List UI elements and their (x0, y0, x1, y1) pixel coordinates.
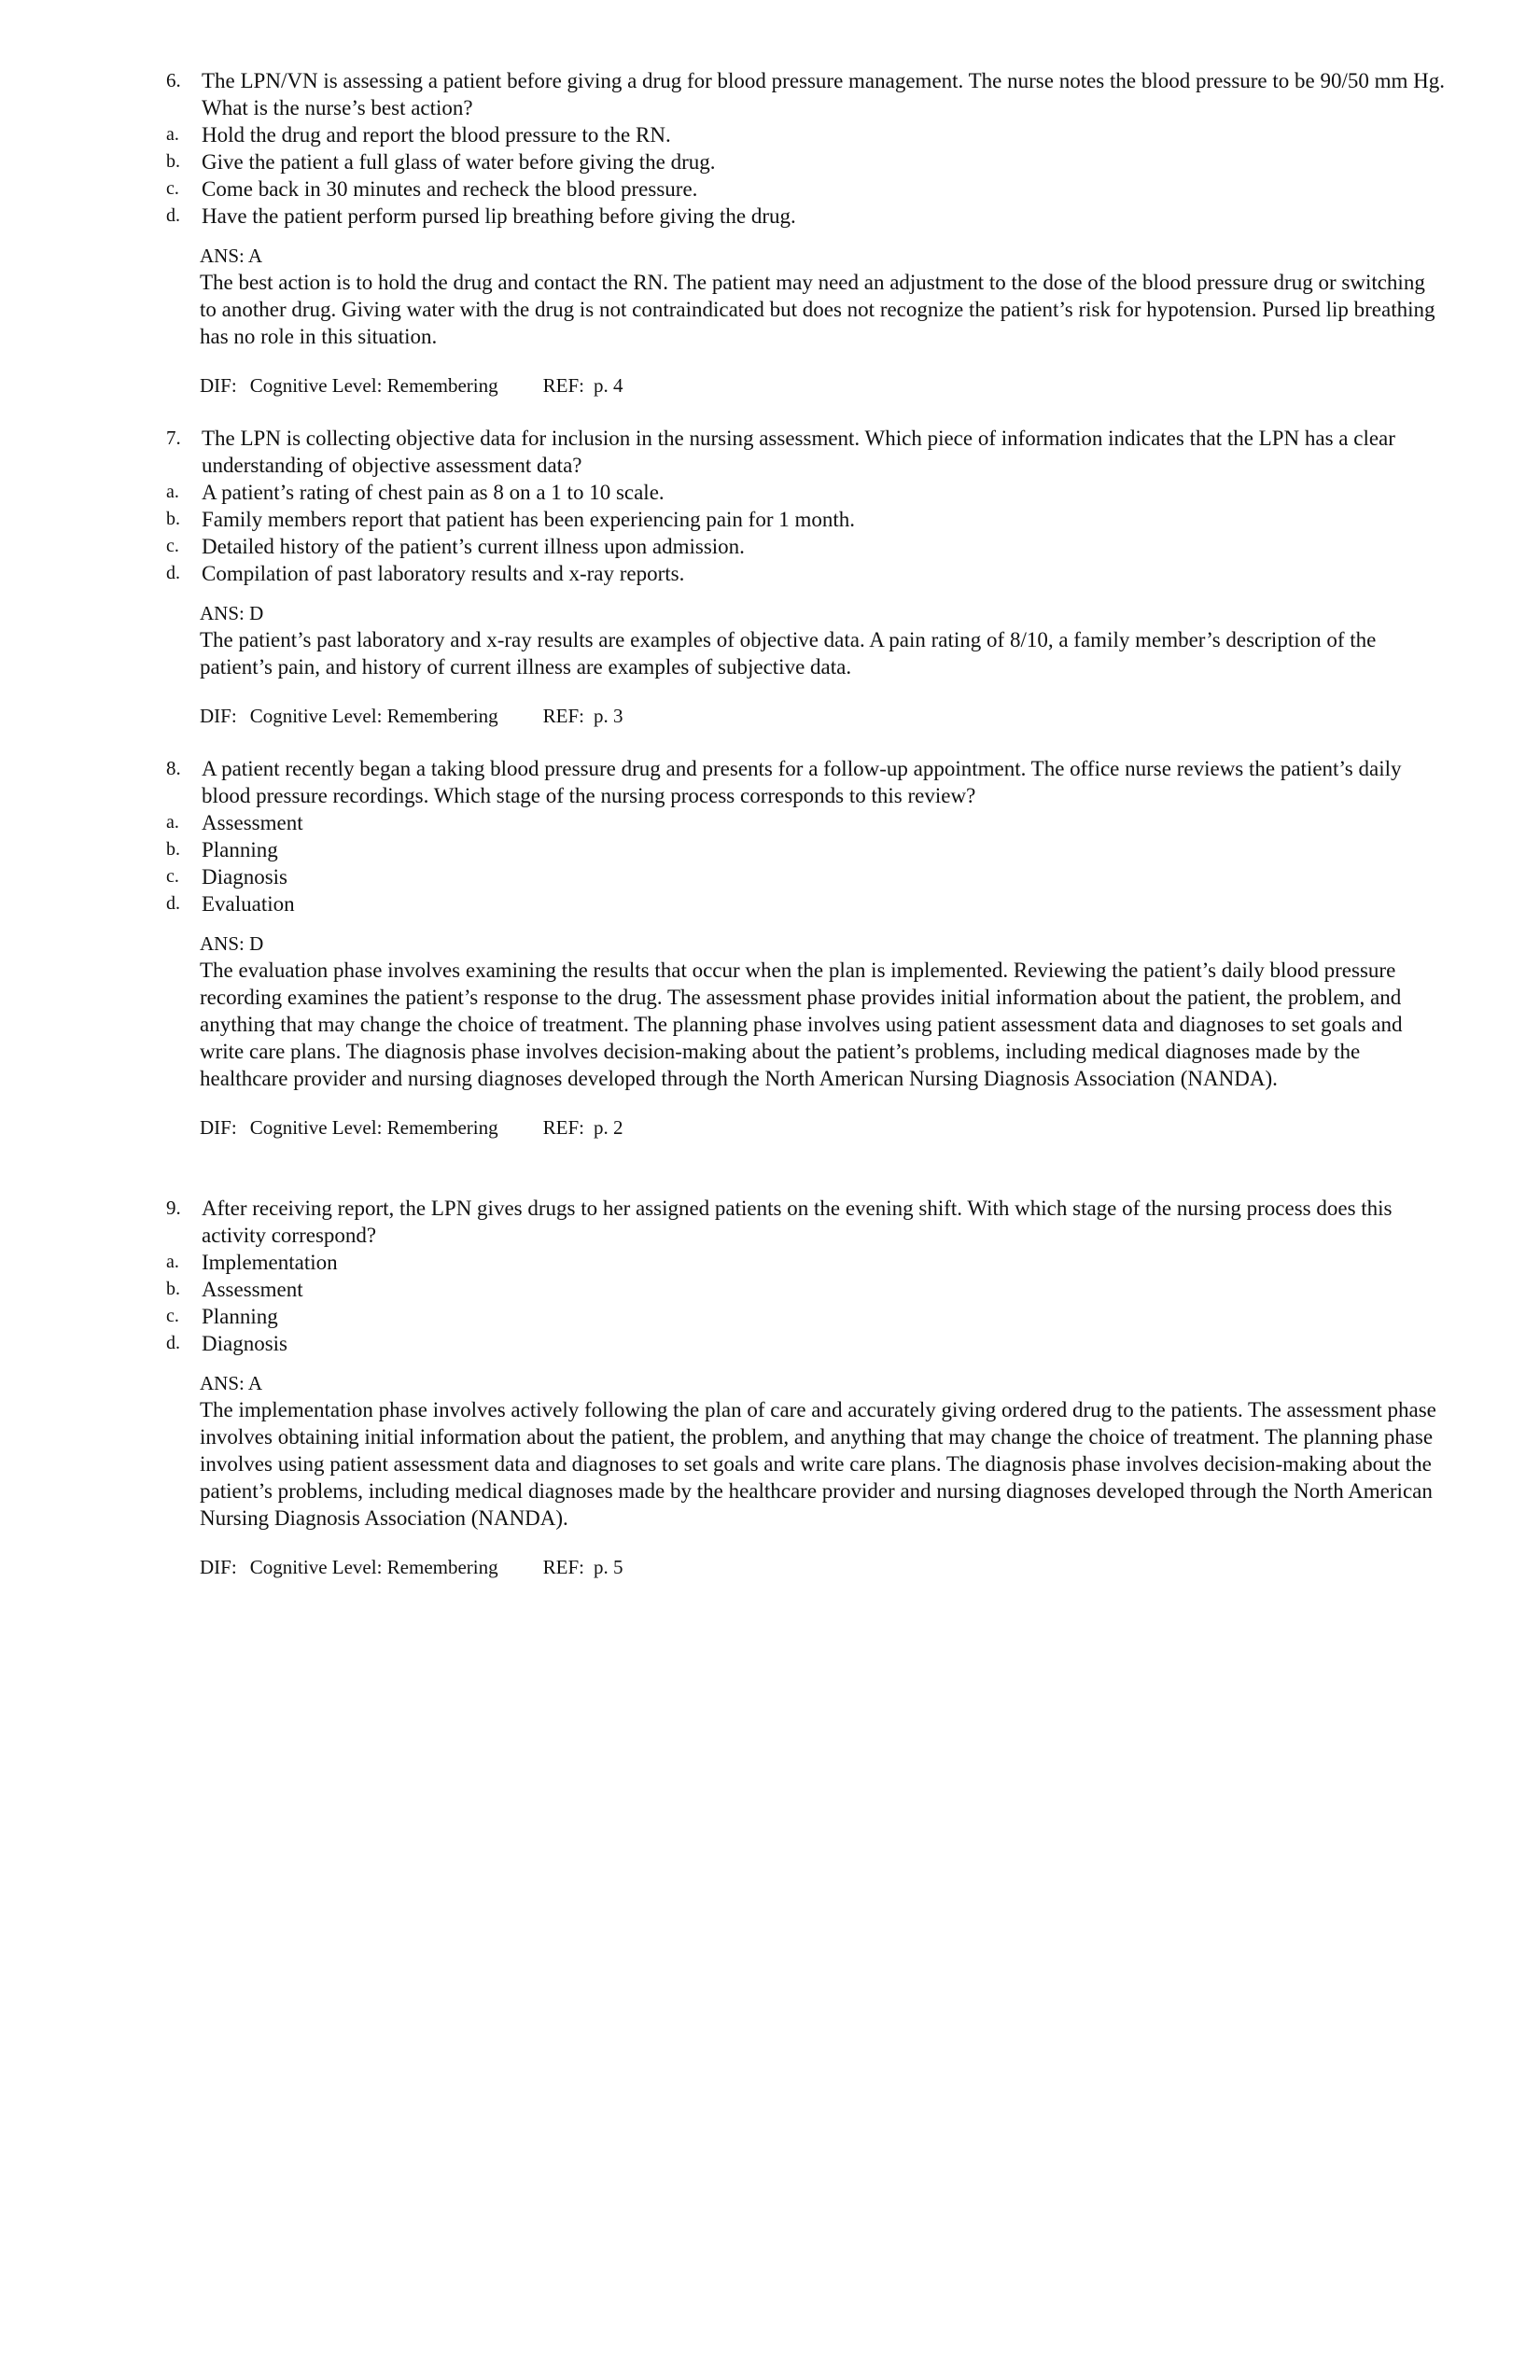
ref-value: p. 2 (593, 1116, 623, 1139)
dif-value: Cognitive Level: Remembering (249, 705, 498, 727)
option-text: Come back in 30 minutes and recheck the blood pressure. (202, 177, 698, 201)
option-text: Assessment (202, 811, 303, 834)
option-letter: d. (166, 563, 180, 583)
ref-value: p. 5 (593, 1556, 623, 1578)
option-text: Diagnosis (202, 1332, 287, 1355)
ref-value: p. 3 (593, 705, 623, 727)
option-text: Planning (202, 838, 278, 861)
option-letter: c. (166, 536, 179, 556)
rationale: The implementation phase involves actively following the plan of care and accurately giving ordered drug to the patients. The assessment phase involves obtaining initial information about the patient, the problem, and anything that may change the choice of treatment. The planning phase involves using patient assessment data and diagnoses to set goals and write care plans. The diagnosis phase involves decision-making about the patient’s problems, including medical diagnoses made by the healthcare provider and nursing diagnoses developed through the North American Nursing Diagnosis Association (NANDA). (200, 1398, 1436, 1530)
option-letter: b. (166, 1279, 180, 1299)
option-text: Family members report that patient has been experiencing pain for 1 month. (202, 508, 856, 531)
question-9 (166, 1195, 1445, 1580)
dif-value: Cognitive Level: Remembering (249, 1116, 498, 1139)
question-stem (166, 425, 1445, 479)
option-text: A patient’s rating of chest pain as 8 on a 1 to 10 scale. (202, 481, 665, 504)
option-letter: a. (166, 482, 179, 502)
option-b (136, 148, 1445, 175)
rationale: The evaluation phase involves examining the results that occur when the plan is implemented. Reviewing the patient’s daily blood pressure recording examines the patient’s response to the drug. The assessment phase provides initial information about the patient, the problem, and anything that may change the choice of treatment. The planning phase involves using patient assessment data and diagnoses to set goals and write care plans. The diagnosis phase involves decision-making about the patient’s problems, including medical diagnoses made by the healthcare provider and nursing diagnoses developed through the North American Nursing Diagnosis Association (NANDA). (200, 959, 1403, 1090)
question-text: The LPN/VN is assessing a patient before giving a drug for blood pressure management. The nurse notes the blood pressure to be 90/50 mm Hg. What is the nurse’s best action? (202, 69, 1446, 119)
option-letter: a. (166, 1252, 179, 1272)
ref-label: REF: (542, 374, 584, 397)
option-letter: b. (166, 839, 180, 860)
rationale: The patient’s past laboratory and x-ray results are examples of objective data. A pain rating of 8/10, a family member’s description of the patient’s pain, and history of current illness are examples of subjective data. (200, 628, 1377, 679)
question-meta (200, 703, 1445, 729)
option-d (136, 203, 1445, 230)
option-d (136, 560, 1445, 587)
option-b (136, 506, 1445, 533)
answer-options (166, 1249, 1445, 1357)
answer-key: ANS: D (200, 602, 264, 624)
option-letter: a. (166, 812, 179, 833)
option-text: Planning (202, 1305, 278, 1328)
dif-label: DIF: (200, 1116, 237, 1139)
dif-label: DIF: (200, 1556, 237, 1578)
question-7 (166, 425, 1445, 729)
ref-value: p. 4 (593, 374, 623, 397)
option-c (136, 1303, 1445, 1330)
option-a (136, 479, 1445, 506)
question-meta (200, 372, 1445, 399)
option-letter: d. (166, 205, 180, 226)
option-text: Diagnosis (202, 865, 287, 889)
option-text: Assessment (202, 1278, 303, 1301)
option-letter: b. (166, 151, 180, 172)
dif-value: Cognitive Level: Remembering (249, 374, 498, 397)
dif-label: DIF: (200, 374, 237, 397)
option-letter: c. (166, 178, 179, 199)
question-stem (166, 755, 1445, 809)
question-stem (166, 67, 1445, 121)
answer-options (166, 121, 1445, 230)
question-8 (166, 755, 1445, 1141)
option-letter: c. (166, 1306, 179, 1326)
option-c (136, 533, 1445, 560)
rationale: The best action is to hold the drug and contact the RN. The patient may need an adjustment to the dose of the blood pressure drug or switching to another drug. Giving water with the drug is not contraindicated but does not recognize the patient’s risk for hypotension. Pursed lip breathing has no role in this situation. (200, 271, 1435, 348)
ref-label: REF: (542, 1116, 584, 1139)
question-number: 7. (166, 427, 181, 449)
option-a (136, 121, 1445, 148)
option-a (136, 809, 1445, 836)
answer-options (166, 809, 1445, 917)
option-d (136, 890, 1445, 917)
ref-label: REF: (542, 1556, 584, 1578)
option-b (136, 836, 1445, 863)
option-letter: d. (166, 893, 180, 914)
answer-key: ANS: D (200, 932, 264, 955)
option-text: Detailed history of the patient’s current illness upon admission. (202, 535, 745, 558)
option-letter: d. (166, 1333, 180, 1353)
ref-label: REF: (542, 705, 584, 727)
answer-key: ANS: A (200, 245, 263, 267)
option-text: Evaluation (202, 892, 295, 916)
question-text: After receiving report, the LPN gives drugs to her assigned patients on the evening shift. With which stage of the nursing process does this activity correspond? (202, 1197, 1393, 1247)
option-text: Implementation (202, 1251, 338, 1274)
option-d (136, 1330, 1445, 1357)
question-meta (200, 1554, 1445, 1580)
question-6 (166, 67, 1445, 399)
answer-key: ANS: A (200, 1372, 263, 1394)
option-text: Have the patient perform pursed lip breathing before giving the drug. (202, 204, 796, 228)
question-number: 8. (166, 757, 181, 779)
option-a (136, 1249, 1445, 1276)
option-letter: c. (166, 866, 179, 887)
option-text: Compilation of past laboratory results and x-ray reports. (202, 562, 685, 585)
question-stem (166, 1195, 1445, 1249)
question-number: 9. (166, 1197, 181, 1219)
dif-value: Cognitive Level: Remembering (249, 1556, 498, 1578)
option-letter: a. (166, 124, 179, 145)
option-c (136, 175, 1445, 203)
option-text: Give the patient a full glass of water before giving the drug. (202, 150, 716, 174)
option-c (136, 863, 1445, 890)
dif-label: DIF: (200, 705, 237, 727)
option-b (136, 1276, 1445, 1303)
question-text: A patient recently began a taking blood pressure drug and presents for a follow-up appointment. The office nurse reviews the patient’s daily blood pressure recordings. Which stage of the nursing process corresponds to this review? (202, 757, 1402, 807)
option-text: Hold the drug and report the blood pressure to the RN. (202, 123, 671, 147)
question-meta (200, 1114, 1445, 1141)
question-text: The LPN is collecting objective data for inclusion in the nursing assessment. Which piece of information indicates that the LPN has a clear understanding of objective assessment data? (202, 427, 1395, 477)
answer-options (166, 479, 1445, 587)
question-number: 6. (166, 69, 181, 91)
option-letter: b. (166, 509, 180, 529)
